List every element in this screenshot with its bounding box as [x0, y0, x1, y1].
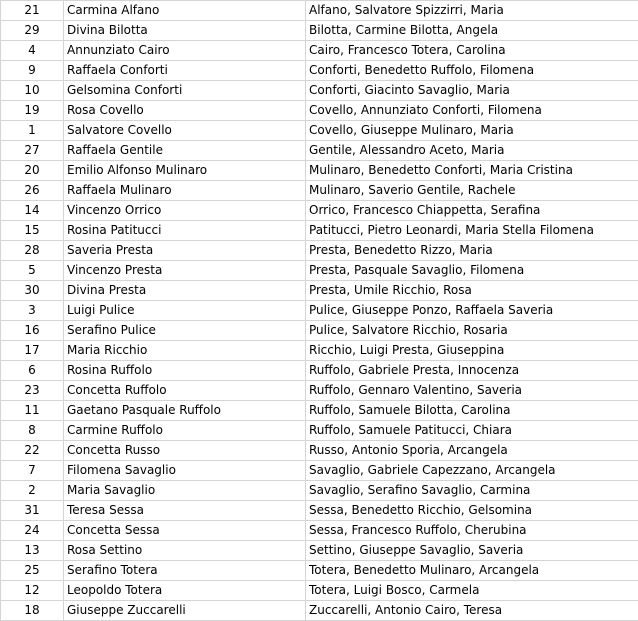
cell-parents[interactable]: Presta, Umile Ricchio, Rosa — [306, 281, 638, 301]
table-row — [1, 521, 638, 541]
cell-parents[interactable]: Alfano, Salvatore Spizzirri, Maria — [306, 1, 638, 21]
cell-number[interactable]: 1 — [1, 121, 64, 141]
cell-parents[interactable]: Pulice, Salvatore Ricchio, Rosaria — [306, 321, 638, 341]
cell-number[interactable]: 26 — [1, 181, 64, 201]
cell-person-name[interactable]: Raffaela Gentile — [64, 141, 306, 161]
cell-number[interactable]: 23 — [1, 381, 64, 401]
spreadsheet-body — [1, 1, 638, 621]
cell-parents[interactable]: Ricchio, Luigi Presta, Giuseppina — [306, 341, 638, 361]
cell-number[interactable]: 8 — [1, 421, 64, 441]
cell-number[interactable]: 28 — [1, 241, 64, 261]
cell-number[interactable]: 29 — [1, 21, 64, 41]
cell-parents[interactable]: Conforti, Giacinto Savaglio, Maria — [306, 81, 638, 101]
table-row — [1, 21, 638, 41]
cell-number[interactable]: 18 — [1, 601, 64, 621]
cell-person-name[interactable]: Divina Presta — [64, 281, 306, 301]
cell-number[interactable]: 25 — [1, 561, 64, 581]
cell-parents[interactable]: Covello, Giuseppe Mulinaro, Maria — [306, 121, 638, 141]
cell-person-name[interactable]: Vincenzo Presta — [64, 261, 306, 281]
cell-person-name[interactable]: Maria Ricchio — [64, 341, 306, 361]
table-row — [1, 301, 638, 321]
cell-person-name[interactable]: Concetta Ruffolo — [64, 381, 306, 401]
cell-person-name[interactable]: Carmina Alfano — [64, 1, 306, 21]
cell-parents[interactable]: Covello, Annunziato Conforti, Filomena — [306, 101, 638, 121]
cell-parents[interactable]: Patitucci, Pietro Leonardi, Maria Stella Filomena — [306, 221, 638, 241]
cell-number[interactable]: 30 — [1, 281, 64, 301]
cell-person-name[interactable]: Teresa Sessa — [64, 501, 306, 521]
table-row — [1, 41, 638, 61]
table-row — [1, 221, 638, 241]
cell-parents[interactable]: Cairo, Francesco Totera, Carolina — [306, 41, 638, 61]
table-row — [1, 461, 638, 481]
table-row — [1, 241, 638, 261]
cell-person-name[interactable]: Serafino Totera — [64, 561, 306, 581]
cell-number[interactable]: 15 — [1, 221, 64, 241]
cell-person-name[interactable]: Rosina Ruffolo — [64, 361, 306, 381]
cell-number[interactable]: 4 — [1, 41, 64, 61]
cell-number[interactable]: 10 — [1, 81, 64, 101]
table-row — [1, 381, 638, 401]
cell-person-name[interactable]: Serafino Pulice — [64, 321, 306, 341]
cell-person-name[interactable]: Gaetano Pasquale Ruffolo — [64, 401, 306, 421]
table-row — [1, 481, 638, 501]
cell-person-name[interactable]: Leopoldo Totera — [64, 581, 306, 601]
cell-parents[interactable]: Presta, Pasquale Savaglio, Filomena — [306, 261, 638, 281]
cell-number[interactable]: 12 — [1, 581, 64, 601]
cell-parents[interactable]: Conforti, Benedetto Ruffolo, Filomena — [306, 61, 638, 81]
cell-parents[interactable]: Sessa, Francesco Ruffolo, Cherubina — [306, 521, 638, 541]
table-row — [1, 1, 638, 21]
cell-number[interactable]: 19 — [1, 101, 64, 121]
cell-person-name[interactable]: Concetta Russo — [64, 441, 306, 461]
cell-person-name[interactable]: Rosina Patitucci — [64, 221, 306, 241]
cell-person-name[interactable]: Rosa Settino — [64, 541, 306, 561]
cell-parents[interactable]: Sessa, Benedetto Ricchio, Gelsomina — [306, 501, 638, 521]
table-row — [1, 121, 638, 141]
cell-person-name[interactable]: Raffaela Mulinaro — [64, 181, 306, 201]
cell-person-name[interactable]: Emilio Alfonso Mulinaro — [64, 161, 306, 181]
table-row — [1, 321, 638, 341]
cell-number[interactable]: 3 — [1, 301, 64, 321]
cell-number[interactable]: 11 — [1, 401, 64, 421]
cell-parents[interactable]: Pulice, Giuseppe Ponzo, Raffaela Saveria — [306, 301, 638, 321]
table-row — [1, 201, 638, 221]
cell-person-name[interactable]: Gelsomina Conforti — [64, 81, 306, 101]
cell-person-name[interactable]: Filomena Savaglio — [64, 461, 306, 481]
cell-parents[interactable]: Russo, Antonio Sporia, Arcangela — [306, 441, 638, 461]
table-row — [1, 81, 638, 101]
table-row — [1, 561, 638, 581]
cell-person-name[interactable]: Divina Bilotta — [64, 21, 306, 41]
cell-number[interactable]: 6 — [1, 361, 64, 381]
cell-person-name[interactable]: Saveria Presta — [64, 241, 306, 261]
cell-parents[interactable]: Zuccarelli, Antonio Cairo, Teresa — [306, 601, 638, 621]
table-row — [1, 181, 638, 201]
table-row — [1, 141, 638, 161]
cell-parents[interactable]: Presta, Benedetto Rizzo, Maria — [306, 241, 638, 261]
table-row — [1, 61, 638, 81]
table-row — [1, 601, 638, 621]
cell-number[interactable]: 5 — [1, 261, 64, 281]
cell-parents[interactable]: Orrico, Francesco Chiappetta, Serafina — [306, 201, 638, 221]
cell-person-name[interactable]: Salvatore Covello — [64, 121, 306, 141]
cell-parents[interactable]: Ruffolo, Gennaro Valentino, Saveria — [306, 381, 638, 401]
cell-parents[interactable]: Ruffolo, Samuele Bilotta, Carolina — [306, 401, 638, 421]
cell-person-name[interactable]: Annunziato Cairo — [64, 41, 306, 61]
cell-person-name[interactable]: Rosa Covello — [64, 101, 306, 121]
table-row — [1, 421, 638, 441]
cell-person-name[interactable]: Carmine Ruffolo — [64, 421, 306, 441]
table-row — [1, 441, 638, 461]
cell-number[interactable]: 13 — [1, 541, 64, 561]
cell-person-name[interactable]: Luigi Pulice — [64, 301, 306, 321]
table-row — [1, 501, 638, 521]
table-row — [1, 341, 638, 361]
table-row — [1, 161, 638, 181]
table-row — [1, 101, 638, 121]
table-row — [1, 401, 638, 421]
cell-parents[interactable]: Savaglio, Gabriele Capezzano, Arcangela — [306, 461, 638, 481]
cell-person-name[interactable]: Maria Savaglio — [64, 481, 306, 501]
cell-number[interactable]: 7 — [1, 461, 64, 481]
table-row — [1, 541, 638, 561]
cell-number[interactable]: 31 — [1, 501, 64, 521]
cell-parents[interactable]: Settino, Giuseppe Savaglio, Saveria — [306, 541, 638, 561]
cell-parents[interactable]: Savaglio, Serafino Savaglio, Carmina — [306, 481, 638, 501]
cell-number[interactable]: 17 — [1, 341, 64, 361]
table-row — [1, 261, 638, 281]
cell-person-name[interactable]: Giuseppe Zuccarelli — [64, 601, 306, 621]
table-row — [1, 361, 638, 381]
cell-parents[interactable]: Mulinaro, Saverio Gentile, Rachele — [306, 181, 638, 201]
cell-person-name[interactable]: Vincenzo Orrico — [64, 201, 306, 221]
cell-number[interactable]: 27 — [1, 141, 64, 161]
cell-number[interactable]: 22 — [1, 441, 64, 461]
cell-number[interactable]: 24 — [1, 521, 64, 541]
cell-number[interactable]: 9 — [1, 61, 64, 81]
cell-number[interactable]: 2 — [1, 481, 64, 501]
cell-number[interactable]: 16 — [1, 321, 64, 341]
cell-person-name[interactable]: Raffaela Conforti — [64, 61, 306, 81]
table-row — [1, 281, 638, 301]
cell-parents[interactable]: Totera, Luigi Bosco, Carmela — [306, 581, 638, 601]
cell-number[interactable]: 21 — [1, 1, 64, 21]
cell-parents[interactable]: Mulinaro, Benedetto Conforti, Maria Cristina — [306, 161, 638, 181]
cell-number[interactable]: 14 — [1, 201, 64, 221]
cell-number[interactable]: 20 — [1, 161, 64, 181]
cell-parents[interactable]: Gentile, Alessandro Aceto, Maria — [306, 141, 638, 161]
cell-parents[interactable]: Totera, Benedetto Mulinaro, Arcangela — [306, 561, 638, 581]
cell-person-name[interactable]: Concetta Sessa — [64, 521, 306, 541]
table-row — [1, 581, 638, 601]
cell-parents[interactable]: Bilotta, Carmine Bilotta, Angela — [306, 21, 638, 41]
cell-parents[interactable]: Ruffolo, Samuele Patitucci, Chiara — [306, 421, 638, 441]
cell-parents[interactable]: Ruffolo, Gabriele Presta, Innocenza — [306, 361, 638, 381]
